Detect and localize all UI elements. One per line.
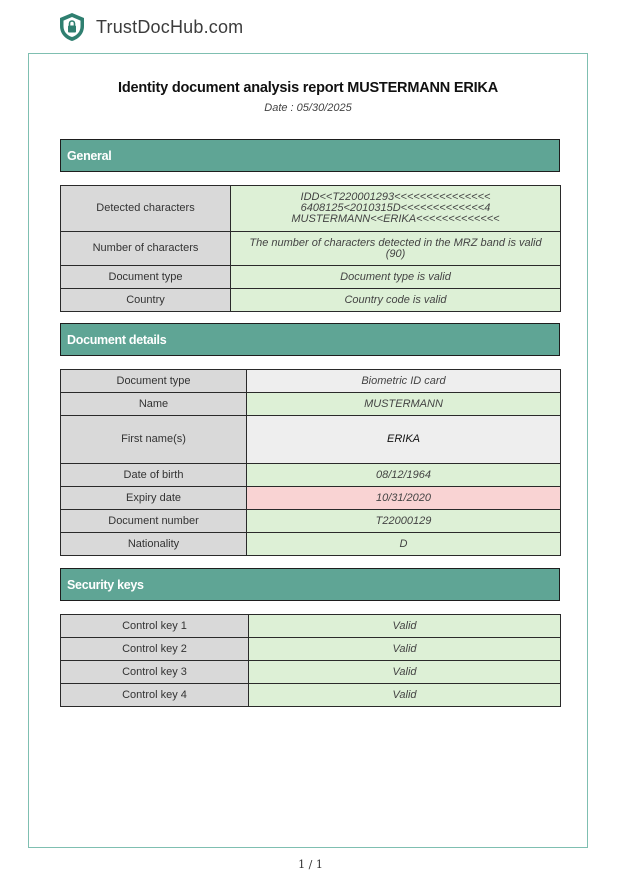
row-value: 08/12/1964 <box>247 464 561 487</box>
mrz-line: 6408125<2010315D<<<<<<<<<<<<<4 <box>300 202 491 214</box>
table-row <box>61 266 561 289</box>
security-table <box>60 614 561 707</box>
table-row <box>61 393 561 416</box>
mrz-line: IDD<<T220001293<<<<<<<<<<<<<<< <box>300 191 491 203</box>
row-label: Control key 1 <box>61 615 249 638</box>
brand-header <box>58 12 243 42</box>
row-label: Control key 3 <box>61 661 249 684</box>
row-value: D <box>247 533 561 556</box>
row-label: Country <box>61 289 231 312</box>
row-label: Control key 2 <box>61 638 249 661</box>
section-details-heading: Document details <box>60 323 560 356</box>
table-row <box>61 533 561 556</box>
value-line: (90) <box>385 247 406 260</box>
table-row <box>61 638 561 661</box>
row-value: Valid <box>249 615 561 638</box>
row-label: Document number <box>61 510 247 533</box>
page-number: 1 / 1 <box>298 858 323 871</box>
table-row <box>61 370 561 393</box>
row-value: Biometric ID card <box>247 370 561 393</box>
row-label: Detected characters <box>61 186 231 232</box>
mrz-line: MUSTERMANN<<ERIKA<<<<<<<<<<<<< <box>291 213 500 225</box>
table-row <box>61 510 561 533</box>
row-value-error: 10/31/2020 <box>247 487 561 510</box>
table-row <box>61 186 561 232</box>
details-table <box>60 369 561 556</box>
row-value: Valid <box>249 638 561 661</box>
table-row <box>61 232 561 266</box>
row-label: Date of birth <box>61 464 247 487</box>
shield-lock-icon <box>58 12 86 42</box>
section-general-heading: General <box>60 139 560 172</box>
table-row <box>61 615 561 638</box>
row-label: Number of characters <box>61 232 231 266</box>
table-row <box>61 416 561 464</box>
value-line: The number of characters detected in the MRZ band is valid <box>249 236 542 249</box>
row-value: Country code is valid <box>231 289 561 312</box>
row-value <box>231 232 561 266</box>
row-label: Name <box>61 393 247 416</box>
report-date: Date : 05/30/2025 <box>264 102 352 114</box>
row-value: ERIKA <box>247 416 561 464</box>
mrz-value <box>231 186 561 232</box>
brand-name: TrustDocHub.com <box>96 16 244 37</box>
general-table <box>60 185 561 312</box>
section-security-heading: Security keys <box>60 568 560 601</box>
table-row <box>61 661 561 684</box>
row-label: Control key 4 <box>61 684 249 707</box>
row-label: First name(s) <box>61 416 247 464</box>
table-row <box>61 487 561 510</box>
table-row <box>61 684 561 707</box>
row-value: T22000129 <box>247 510 561 533</box>
table-row <box>61 289 561 312</box>
row-value: Document type is valid <box>231 266 561 289</box>
row-label: Expiry date <box>61 487 247 510</box>
row-label: Document type <box>61 266 231 289</box>
row-value: Valid <box>249 661 561 684</box>
report-title: Identity document analysis report MUSTERMANN ERIKA <box>118 80 498 96</box>
row-label: Nationality <box>61 533 247 556</box>
row-value: Valid <box>249 684 561 707</box>
row-value: MUSTERMANN <box>247 393 561 416</box>
report-frame <box>28 53 588 848</box>
table-row <box>61 464 561 487</box>
row-label: Document type <box>61 370 247 393</box>
